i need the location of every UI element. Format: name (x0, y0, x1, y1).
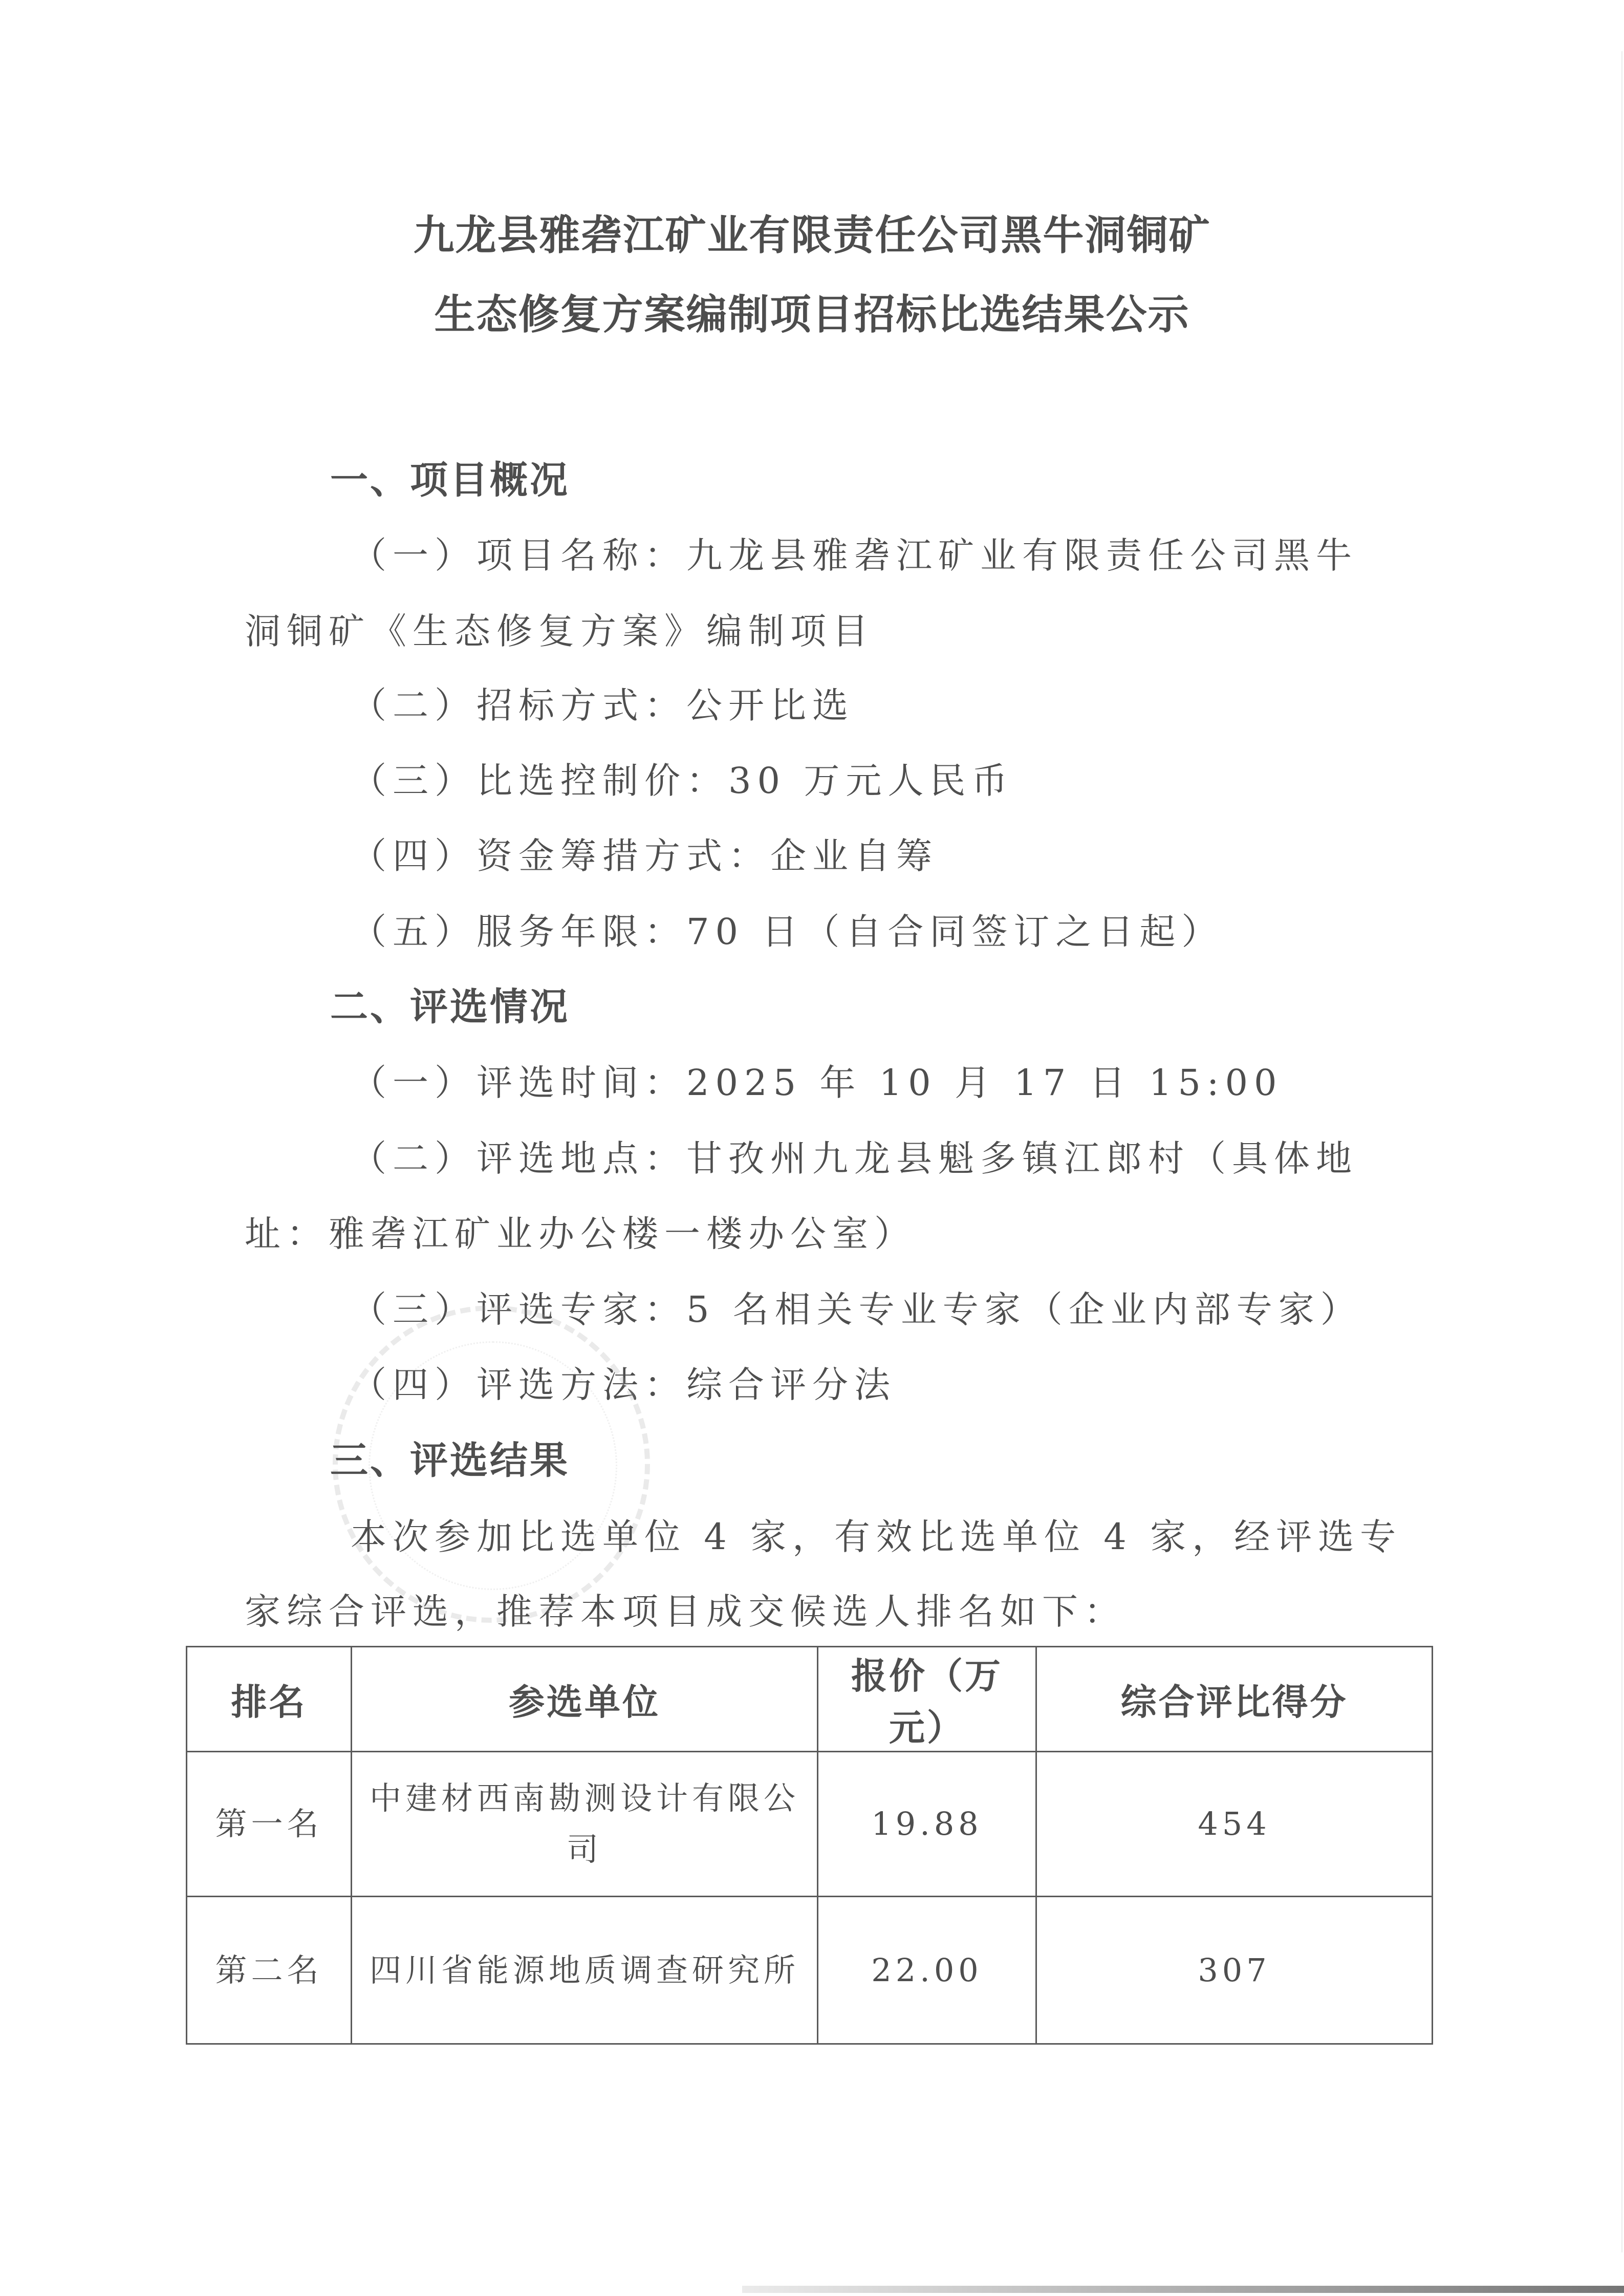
header-price: 报价（万元） (818, 1647, 1036, 1752)
document-title-line-1: 九龙县雅砻江矿业有限责任公司黑牛洞铜矿 (413, 211, 1211, 259)
section-heading-evaluation: 二、评选情况 (330, 985, 570, 1029)
cell-score: 307 (1036, 1897, 1433, 2044)
results-table (186, 1646, 1433, 2045)
project-name-line-2: 洞铜矿《生态修复方案》编制项目 (245, 610, 874, 652)
header-rank: 排名 (187, 1647, 352, 1752)
cell-unit: 中建材西南勘测设计有限公司 (352, 1752, 818, 1897)
cell-score: 454 (1036, 1752, 1433, 1897)
results-paragraph-line-2: 家综合评选，推荐本项目成交候选人排名如下： (245, 1591, 1126, 1633)
control-price: （三）比选控制价：30 万元人民币 (351, 760, 1014, 802)
bidding-method: （二）招标方式：公开比选 (351, 684, 854, 726)
evaluation-time: （一）评选时间：2025 年 10 月 17 日 15:00 (351, 1062, 1283, 1104)
cell-rank: 第二名 (187, 1897, 352, 2044)
cell-price: 19.88 (818, 1752, 1036, 1897)
header-score: 综合评比得分 (1036, 1647, 1433, 1752)
scan-edge-artifact (1621, 51, 1622, 2252)
cell-price: 22.00 (818, 1897, 1036, 2044)
table-row (187, 1752, 1433, 1897)
results-paragraph-line-1: 本次参加比选单位 4 家，有效比选单位 4 家，经评选专 (351, 1516, 1402, 1558)
section-heading-project-overview: 一、项目概况 (330, 458, 570, 502)
cell-unit: 四川省能源地质调查研究所 (352, 1897, 818, 2044)
header-unit: 参选单位 (352, 1647, 818, 1752)
table-row (187, 1897, 1433, 2044)
project-name-line-1: （一）项目名称：九龙县雅砻江矿业有限责任公司黑牛 (351, 534, 1358, 576)
cell-rank: 第一名 (187, 1752, 352, 1897)
section-heading-results: 三、评选结果 (330, 1439, 570, 1483)
evaluation-location-line-2: 址：雅砻江矿业办公楼一楼办公室） (245, 1213, 916, 1255)
document-title-line-2: 生态修复方案编制项目招标比选结果公示 (434, 291, 1190, 338)
table-header-row (187, 1647, 1433, 1752)
scan-bottom-artifact (742, 2286, 1624, 2293)
service-period: （五）服务年限：70 日（自合同签订之日起） (351, 911, 1224, 953)
evaluation-experts: （三）评选专家：5 名相关专业专家（企业内部专家） (351, 1289, 1362, 1331)
evaluation-location-line-1: （二）评选地点：甘孜州九龙县魁多镇江郎村（具体地 (351, 1138, 1358, 1179)
evaluation-method: （四）评选方法：综合评分法 (351, 1364, 896, 1406)
funding-method: （四）资金筹措方式：企业自筹 (351, 835, 938, 877)
